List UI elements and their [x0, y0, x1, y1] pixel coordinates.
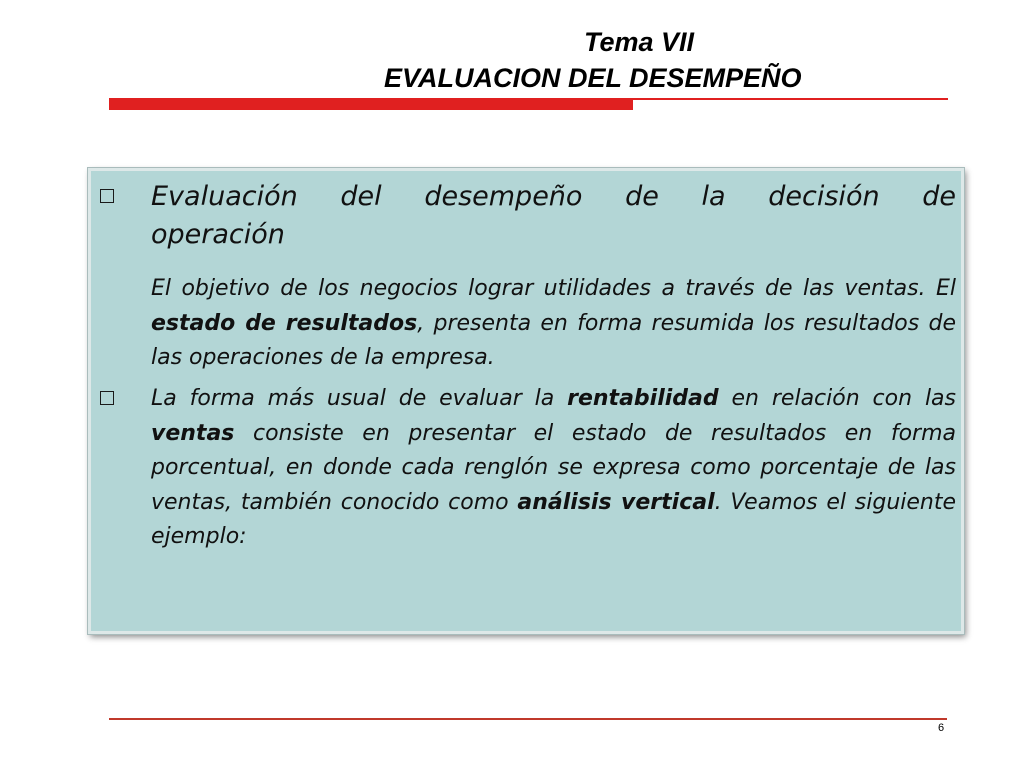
paragraph-2-emphasis-rentabilidad: rentabilidad [567, 386, 719, 411]
paragraph-2-text: La forma más usual de evaluar la [151, 386, 568, 411]
paragraph-1-text-end: , presenta en forma resumida los resultados de las operaciones de la empresa. [151, 310, 956, 370]
paragraph-2-text-mid: en relación con las [718, 386, 956, 411]
slide-title-topic: Tema VII [584, 27, 695, 57]
content-heading: Evaluación del desempeño de la decisión de operación [151, 181, 956, 250]
paragraph-1-text: El objetivo de los negocios lograr utilidades a través de las ventas. El [151, 276, 956, 301]
paragraph-2-text-long: consiste en presentar el estado de resultados en forma porcentual, en donde cada renglón se expresa como porcentaje de las ventas, también conocido como [151, 420, 956, 515]
content-paragraph-1 [151, 272, 956, 376]
slide-title: EVALUACION DEL DESEMPEÑO [384, 63, 802, 93]
bullet-square-icon [100, 187, 120, 207]
page-number: 6 [938, 722, 945, 734]
paragraph-2-emphasis-analisis: análisis vertical [517, 489, 715, 515]
title-underline-thick [109, 98, 633, 110]
bullet-square-icon [100, 389, 120, 409]
paragraph-1-emphasis: estado de resultados [151, 310, 418, 336]
footer-rule [109, 718, 947, 720]
content-paragraph-2 [151, 382, 956, 555]
paragraph-2-emphasis-ventas: ventas [151, 420, 235, 446]
title-underline-thin [633, 98, 948, 100]
paragraph-2-text-end: . Veamos el siguiente ejemplo: [151, 489, 957, 549]
